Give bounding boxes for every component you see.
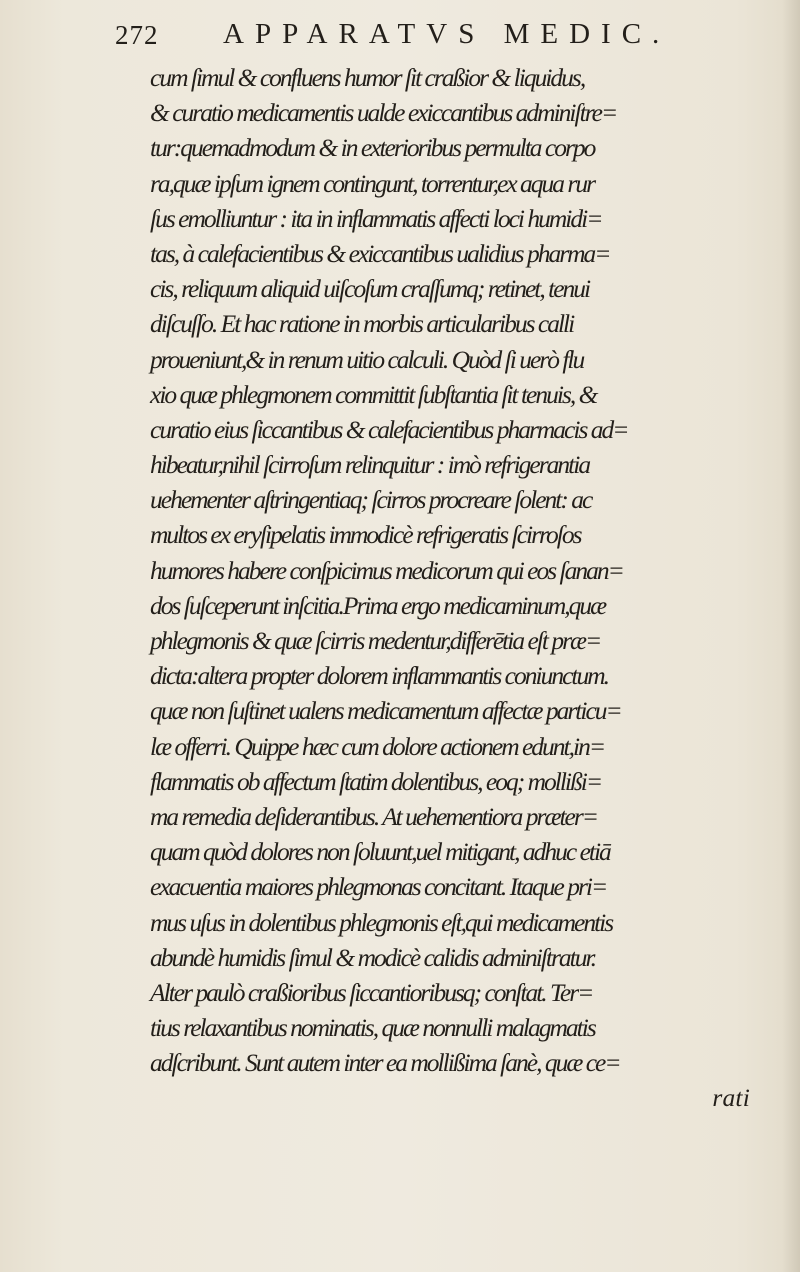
text-line: cum ſimul & confluens humor ſit craßior & liquidus, xyxy=(150,63,585,92)
text-line: ma remedia deſiderantibus. At uehementiora præter= xyxy=(150,801,597,831)
text-line: ſus emolliuntur : ita in inflammatis affecti loci humidi= xyxy=(150,203,602,233)
text-line: & curatio medicamentis ualde exiccantibus adminiſtre= xyxy=(150,98,617,128)
text-line: uehementer aſtringentiaq; ſcirros procreare ſolent: ac xyxy=(150,485,592,515)
text-line: curatio eius ſiccantibus & calefacientibus pharmacis ad= xyxy=(150,414,628,444)
text-line: mus uſus in dolentibus phlegmonis eſt,qui medicamentis xyxy=(150,907,613,937)
text-line: dicta:altera propter dolorem inflammantis coniunctum. xyxy=(150,661,609,691)
text-line: tur:quemadmodum & in exterioribus permulta corpo xyxy=(150,133,595,163)
text-line: Alter paulò craßioribus ſiccantioribusq; conſtat. Ter= xyxy=(150,977,593,1007)
text-line: multos ex eryſipelatis immodicè refrigeratis ſcirroſos xyxy=(150,520,581,550)
text-line: quæ non ſuſtinet ualens medicamentum affectæ particu= xyxy=(150,696,621,726)
text-line: proueniunt,& in renum uitio calculi. Quòd ſi uerò flu xyxy=(150,344,584,374)
page-header xyxy=(115,16,675,56)
text-line: hibeatur,nihil ſcirroſum relinquitur : imò refrigerantia xyxy=(150,450,590,480)
text-line: xio quæ phlegmonem committit ſubſtantia ſit tenuis, & xyxy=(150,379,597,409)
text-line: tas, à calefacientibus & exiccantibus ualidius pharma= xyxy=(150,238,610,268)
page-number: 272 xyxy=(115,20,159,50)
body-text xyxy=(150,60,790,1116)
text-line: cis, reliquum aliquid uiſcoſum craſſumq; retinet, tenui xyxy=(150,274,590,304)
running-head: APPARATVS MEDIC. xyxy=(223,18,671,50)
text-line: quam quòd dolores non ſoluunt,uel mitigant, adhuc etiā xyxy=(150,837,610,867)
text-line: phlegmonis & quæ ſcirris medentur,differētia eſt præ= xyxy=(150,626,601,655)
text-line: tius relaxantibus nominatis, quæ nonnulli malagmatis xyxy=(150,1013,595,1043)
text-line: adſcribunt. Sunt autem inter ea mollißima ſanè, quæ ce= xyxy=(150,1048,620,1078)
text-line: humores habere conſpicimus medicorum qui eos ſanan= xyxy=(150,555,623,585)
text-line: flammatis ob affectum ſtatim dolentibus, eoq; mollißi= xyxy=(150,766,602,796)
text-line: læ offerri. Quippe hæc cum dolore actionem edunt,in= xyxy=(150,731,605,761)
text-line: dos ſuſceperunt inſcitia.Prima ergo medicaminum,quæ xyxy=(150,590,606,620)
text-line: diſcuſſo. Et hac ratione in morbis articularibus calli xyxy=(150,309,574,339)
text-line: exacuentia maiores phlegmonas concitant. Itaque pri= xyxy=(150,872,607,902)
catchword: rati xyxy=(712,1083,750,1113)
text-line: ra,quæ ipſum ignem contingunt, torrentur,ex aqua rur xyxy=(150,168,595,198)
text-line: abundè humidis ſimul & modicè calidis adminiſtratur. xyxy=(150,942,595,972)
